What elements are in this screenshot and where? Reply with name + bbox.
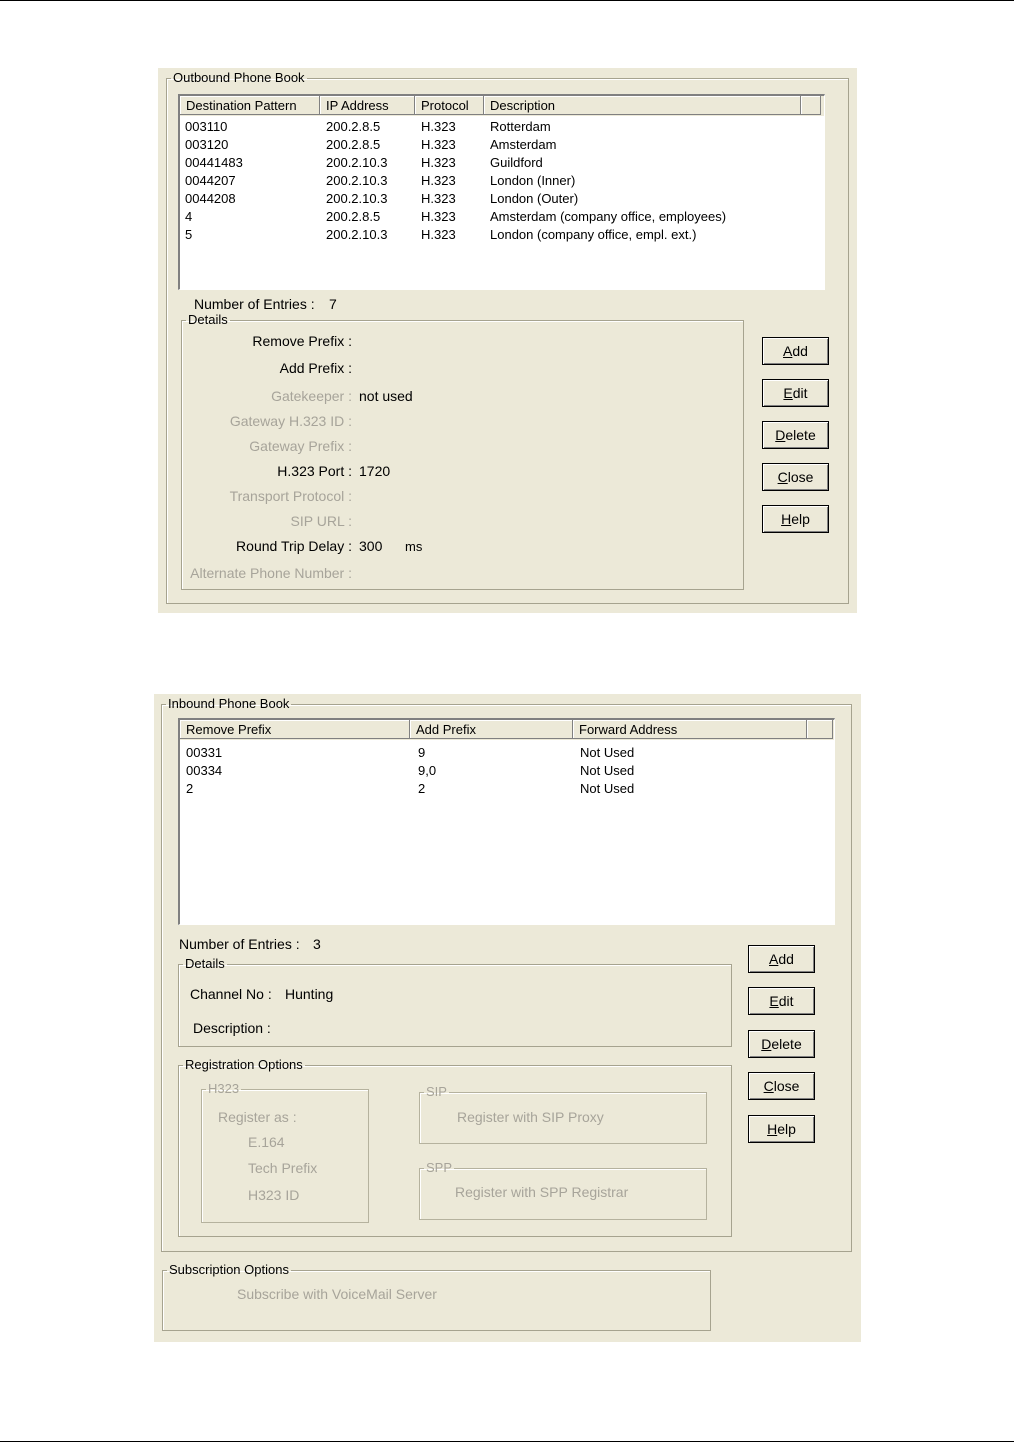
- inbound-phone-book-dialog: [154, 694, 861, 1342]
- inbound-entries-count: 3: [313, 936, 321, 952]
- table-cell: H.323: [421, 227, 456, 242]
- table-cell: 200.2.10.3: [326, 227, 388, 242]
- table-row[interactable]: [180, 226, 824, 244]
- gatekeeper-value: not used: [359, 388, 413, 404]
- table-cell: 2: [418, 781, 426, 796]
- table-cell: 200.2.8.5: [326, 137, 381, 152]
- table-cell: H.323: [421, 173, 456, 188]
- alternate-phone-label: Alternate Phone Number :: [190, 565, 352, 581]
- description-label: Description :: [193, 1020, 271, 1036]
- table-row[interactable]: [180, 118, 824, 136]
- table-cell: Not Used: [580, 781, 635, 796]
- subscribe-voicemail-option[interactable]: Subscribe with VoiceMail Server: [237, 1286, 437, 1302]
- table-cell: H.323: [421, 119, 456, 134]
- h323-id-option[interactable]: H323 ID: [248, 1187, 300, 1203]
- inbound-edit-button[interactable]: Edit: [748, 987, 815, 1015]
- gateway-h323-id-label: Gateway H.323 ID :: [229, 413, 352, 429]
- gatekeeper-label: Gatekeeper :: [271, 388, 352, 404]
- table-cell: 200.2.10.3: [326, 191, 388, 206]
- sip-group-title: SIP: [426, 1084, 447, 1099]
- table-cell: H.323: [421, 191, 456, 206]
- table-cell: 0044208: [185, 191, 236, 206]
- outbound-entries-count: 7: [329, 296, 337, 312]
- table-cell: 200.2.10.3: [326, 155, 388, 170]
- h323-group-title: H323: [208, 1081, 240, 1096]
- outbound-close-button[interactable]: Close: [762, 463, 829, 491]
- e164-option[interactable]: E.164: [248, 1134, 285, 1150]
- table-cell: 00334: [186, 763, 223, 778]
- table-row[interactable]: [180, 136, 824, 154]
- inbound-close-button[interactable]: Close: [748, 1072, 815, 1100]
- table-cell: Amsterdam (company office, employees): [490, 209, 727, 224]
- table-cell: H.323: [421, 137, 456, 152]
- table-cell: 00441483: [185, 155, 243, 170]
- spp-register-option[interactable]: Register with SPP Registrar: [455, 1184, 629, 1200]
- outbound-help-button[interactable]: Help: [762, 505, 829, 533]
- outbound-details-title: Details: [188, 312, 228, 327]
- outbound-list[interactable]: [178, 94, 825, 290]
- table-cell: Guildford: [490, 155, 543, 170]
- table-cell: Rotterdam: [490, 119, 551, 134]
- inbound-list[interactable]: [178, 718, 835, 925]
- transport-protocol-label: Transport Protocol :: [229, 488, 352, 504]
- table-cell: 00331: [186, 745, 223, 760]
- table-cell: London (company office, empl. ext.): [490, 227, 697, 242]
- register-as-label: Register as :: [218, 1109, 297, 1125]
- inbound-group-title: Inbound Phone Book: [168, 696, 290, 711]
- table-cell: 2: [186, 781, 194, 796]
- subscription-options-title: Subscription Options: [169, 1262, 289, 1277]
- table-cell: Not Used: [580, 763, 635, 778]
- round-trip-delay-value: 300: [359, 538, 383, 554]
- table-row[interactable]: [180, 154, 824, 172]
- table-cell: 9: [418, 745, 426, 760]
- col-forward-address[interactable]: Forward Address: [573, 720, 807, 739]
- inbound-add-button[interactable]: Add: [748, 945, 815, 973]
- registration-options-title: Registration Options: [185, 1057, 303, 1072]
- outbound-add-button[interactable]: Add: [762, 337, 829, 365]
- col-filler: [807, 720, 833, 739]
- outbound-edit-button[interactable]: Edit: [762, 379, 829, 407]
- channel-no-label: Channel No :: [190, 986, 272, 1002]
- table-cell: 200.2.10.3: [326, 173, 388, 188]
- inbound-details-title: Details: [185, 956, 225, 971]
- table-row[interactable]: [180, 208, 824, 226]
- inbound-entries-label: Number of Entries :: [179, 936, 300, 952]
- table-cell: 003120: [185, 137, 229, 152]
- tech-prefix-option[interactable]: Tech Prefix: [248, 1160, 318, 1176]
- table-cell: London (Inner): [490, 173, 576, 188]
- table-cell: Not Used: [580, 745, 635, 760]
- table-cell: 4: [185, 209, 193, 224]
- table-cell: 200.2.8.5: [326, 209, 381, 224]
- inbound-list-header: [180, 720, 834, 740]
- sip-url-label: SIP URL :: [290, 513, 352, 529]
- table-cell: Amsterdam: [490, 137, 557, 152]
- table-row[interactable]: [180, 172, 824, 190]
- h323-port-label: H.323 Port :: [277, 463, 352, 479]
- remove-prefix-label: Remove Prefix :: [252, 333, 352, 349]
- table-cell: London (Outer): [490, 191, 579, 206]
- table-row[interactable]: [180, 762, 834, 780]
- table-cell: H.323: [421, 155, 456, 170]
- inbound-delete-button[interactable]: Delete: [748, 1030, 815, 1058]
- table-row[interactable]: [180, 780, 834, 798]
- page-top-rule: [0, 0, 1014, 1]
- col-protocol[interactable]: Protocol: [415, 96, 484, 115]
- col-description[interactable]: Description: [484, 96, 801, 115]
- outbound-list-header: [180, 96, 824, 116]
- table-cell: 5: [185, 227, 193, 242]
- h323-port-value: 1720: [359, 463, 391, 479]
- col-remove-prefix[interactable]: Remove Prefix: [180, 720, 410, 739]
- spp-group-title: SPP: [426, 1160, 453, 1175]
- add-prefix-label: Add Prefix :: [279, 360, 352, 376]
- inbound-help-button[interactable]: Help: [748, 1115, 815, 1143]
- outbound-group-title: Outbound Phone Book: [173, 70, 305, 85]
- gateway-prefix-label: Gateway Prefix :: [249, 438, 352, 454]
- col-filler: [801, 96, 821, 115]
- table-cell: H.323: [421, 209, 456, 224]
- table-cell: 9,0: [418, 763, 437, 778]
- outbound-delete-button[interactable]: Delete: [762, 421, 829, 449]
- round-trip-delay-unit: ms: [405, 539, 423, 554]
- round-trip-delay-label: Round Trip Delay :: [236, 538, 352, 554]
- outbound-entries-label: Number of Entries :: [194, 296, 315, 312]
- outbound-phone-book-dialog: [158, 68, 857, 613]
- table-row[interactable]: [180, 190, 824, 208]
- table-row[interactable]: [180, 744, 834, 762]
- table-cell: 003110: [185, 119, 228, 134]
- table-cell: 0044207: [185, 173, 236, 188]
- col-add-prefix[interactable]: Add Prefix: [410, 720, 573, 739]
- sip-register-option[interactable]: Register with SIP Proxy: [457, 1109, 604, 1125]
- col-ip-address[interactable]: IP Address: [320, 96, 415, 115]
- table-cell: 200.2.8.5: [326, 119, 381, 134]
- col-destination-pattern[interactable]: Destination Pattern: [180, 96, 320, 115]
- channel-no-value: Hunting: [285, 986, 334, 1002]
